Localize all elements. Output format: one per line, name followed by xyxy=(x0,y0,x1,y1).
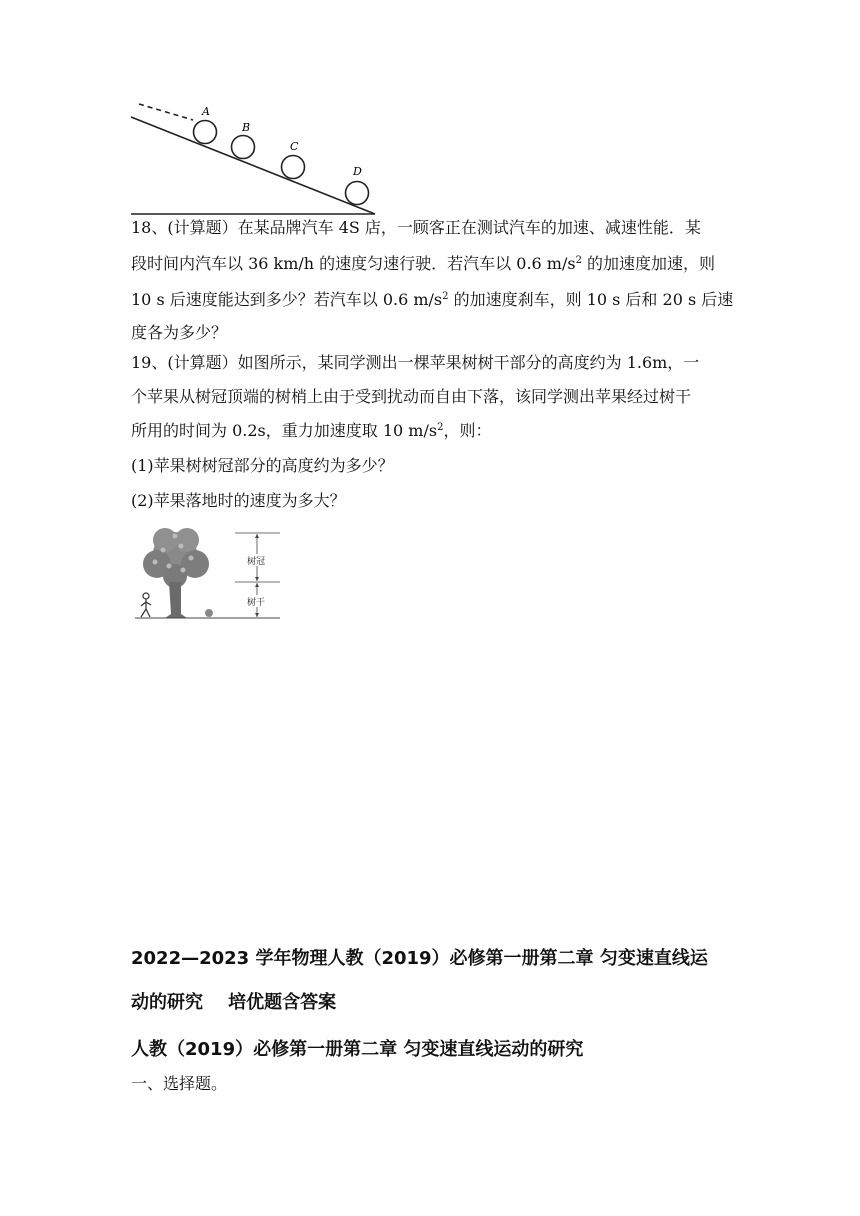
arrow-head xyxy=(255,583,259,587)
arrow-head xyxy=(255,577,259,581)
q18-line3-a: 10 s 后速度能达到多少？若汽车以 0.6 m/s xyxy=(131,290,443,309)
q18-line3-b: 的加速度刹车，则 10 s 后和 20 s 后速 xyxy=(448,290,734,309)
section-heading: 一、选择题。 xyxy=(131,1074,228,1093)
q18-line3 xyxy=(131,289,734,311)
crown-label: 树冠 xyxy=(247,557,266,567)
doc-title-line2: 动的研究 培优题含答案 xyxy=(131,992,337,1013)
q19-line3-b: ，则： xyxy=(443,421,492,440)
incline-dashed-line xyxy=(139,104,193,120)
q19-line3 xyxy=(131,420,731,442)
q18-line2-a: 段时间内汽车以 36 km/h 的速度匀速行驶．若汽车以 0.6 m/s xyxy=(131,254,576,273)
q18-line4: 度各为多少？ xyxy=(131,323,228,342)
tree-figure xyxy=(135,524,285,622)
q19-line2: 个苹果从树冠顶端的树梢上由于受到扰动而自由下落，该同学测出苹果经过树干 xyxy=(131,387,692,406)
tree-trunk xyxy=(165,582,187,618)
doc-subtitle: 人教（2019）必修第一册第二章 匀变速直线运动的研究 xyxy=(131,1039,584,1060)
person-icon xyxy=(141,593,151,617)
ball-a xyxy=(194,121,217,144)
q19-line3-sup: 2 xyxy=(437,422,444,433)
ball-c xyxy=(282,156,305,179)
q19-line1: 19、(计算题）如图所示，某同学测出一棵苹果树树干部分的高度约为 1.6m，一 xyxy=(131,353,700,372)
q18-line2 xyxy=(131,253,731,275)
label-c: C xyxy=(290,140,299,153)
trunk-label: 树干 xyxy=(247,598,266,608)
q19-line3-a: 所用的时间为 0.2s，重力加速度取 10 m/s xyxy=(131,421,438,440)
q18-line3-sup: 2 xyxy=(442,291,449,302)
incline-figure xyxy=(125,95,385,220)
q19-sub1: (1)苹果树树冠部分的高度约为多少？ xyxy=(131,456,394,475)
q18-line2-sup: 2 xyxy=(575,255,582,266)
label-d: D xyxy=(353,165,362,178)
q18-line1: 18、(计算题）在某品牌汽车 4S 店，一顾客正在测试汽车的加速、减速性能．某 xyxy=(131,218,701,237)
q18-line2-b: 的加速度加速，则 xyxy=(581,254,716,273)
ball-b xyxy=(232,136,255,159)
label-b: B xyxy=(242,121,251,134)
ball-d xyxy=(346,182,369,205)
tree-crown xyxy=(143,528,209,588)
q19-sub2: (2)苹果落地时的速度为多大？ xyxy=(131,491,346,510)
fallen-apple xyxy=(205,609,213,617)
arrow-head xyxy=(255,613,259,617)
doc-title-line1: 2022—2023 学年物理人教（2019）必修第一册第二章 匀变速直线运 xyxy=(131,948,708,969)
incline-surface xyxy=(131,117,375,214)
arrow-head xyxy=(255,534,259,538)
label-a: A xyxy=(202,105,210,118)
